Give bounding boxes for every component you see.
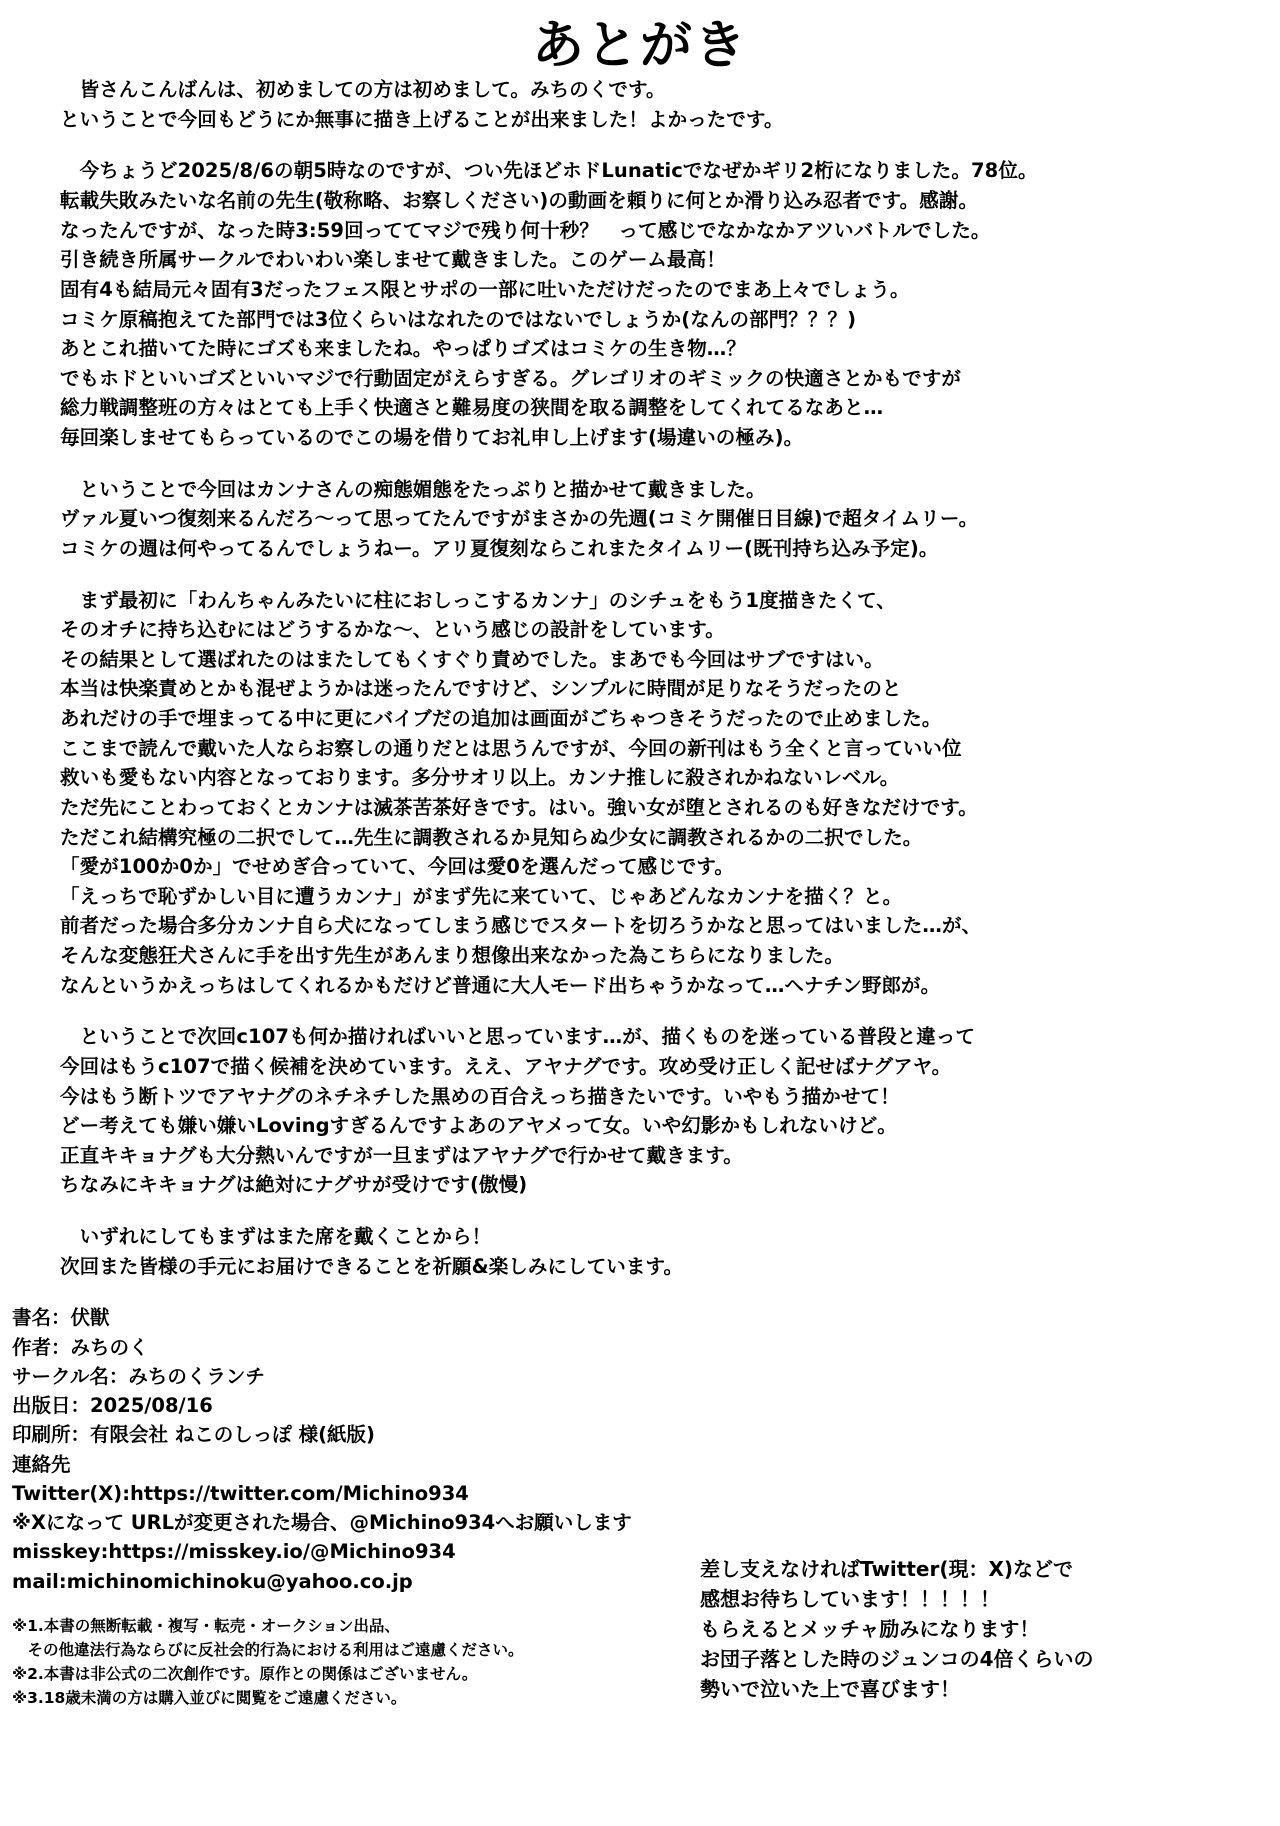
sidenote-line: お団子落とした時のジュンコの4倍くらいの <box>700 1646 1094 1671</box>
paragraph-game-talk <box>60 156 1220 452</box>
text-line: コミケ原稿抱えてた部門では3位くらいはなれたのではないでしょうか(なんの部門？？？) <box>60 307 857 331</box>
text-line: 転載失敗みたいな名前の先生(敬称略、お察しください)の動画を頼りに何とか滑り込み忍者です。感謝。 <box>60 189 979 213</box>
footnote-line: ※2.本書は非公式の二次創作です。原作との関係はございません。 <box>12 1664 478 1683</box>
text-line: ただ先にことわっておくとカンナは滅茶苦茶好きです。はい。強い女が堕とされるのも好きなだけです。 <box>60 795 978 819</box>
text-line: なったんですが、なった時3:59回っててマジで残り何十秒？ って感じでなかなかアツいバトルでした。 <box>60 218 991 242</box>
text-line: その結果として選ばれたのはまたしてもくすぐり責めでした。まあでも今回はサブですはい。 <box>60 647 884 671</box>
afterword-page <box>0 18 1280 1826</box>
sidenote-line: 勢いで泣いた上で喜びます！ <box>700 1676 960 1701</box>
paragraph-greeting <box>60 75 1220 134</box>
text-line: ということで今回もどうにか無事に描き上げることが出来ました！よかったです。 <box>60 107 784 131</box>
colophon-circle: サークル名：みちのくランチ <box>12 1364 265 1388</box>
colophon-contact-heading: 連絡先 <box>12 1452 71 1476</box>
sidenote-line: もらえるとメッチャ励みになります！ <box>700 1616 1040 1641</box>
text-line: 救いも愛もない内容となっております。多分サオリ以上。カンナ推しに殺されかねないレベル。 <box>60 766 900 790</box>
text-line: 「愛が100か0か」でせめぎ合っていて、今回は愛0を選んだって感じです。 <box>60 855 734 879</box>
footnote-line: ※3.18歳未満の方は購入並びに閲覧をご遠慮ください。 <box>12 1688 407 1707</box>
sidenote-block <box>700 1554 1240 1704</box>
colophon-printer: 印刷所：有限会社 ねこのしっぽ 様(紙版) <box>12 1423 375 1447</box>
text-line: いずれにしてもまずはまた席を戴くことから！ <box>60 1225 492 1249</box>
colophon-twitter-link[interactable]: Twitter(X):https://twitter.com/Michino934 <box>12 1481 469 1505</box>
sidenote-line: 差し支えなければTwitter(現：X)などで <box>700 1556 1074 1581</box>
text-line: コミケの週は何やってるんでしょうねー。アリ夏復刻ならこれまたタイムリー(既刊持ち込み予定)。 <box>60 536 939 560</box>
footnote-line: ※1.本書の無断転載・複写・転売・オークション出品、 <box>12 1616 400 1635</box>
colophon-publish-date: 出版日：2025/08/16 <box>12 1394 213 1418</box>
text-line: 今はもう断トツでアヤナグのネチネチした黒めの百合えっち描きたいです。いやもう描かせて！ <box>60 1084 900 1108</box>
text-line: どー考えても嫌い嫌いLovingすぎるんですよあのアヤメって女。いや幻影かもしれないけど。 <box>60 1114 897 1138</box>
text-line: 次回また皆様の手元にお届けできることを祈願&楽しみにしています。 <box>60 1254 684 1278</box>
text-line: ちなみにキキョナグは絶対にナグサが受けです(傲慢) <box>60 1173 528 1197</box>
text-line: あとこれ描いてた時にゴズも来ましたね。やっぱりゴズはコミケの生き物…？ <box>60 337 747 361</box>
text-line: ここまで読んで戴いた人ならお察しの通りだとは思うんですが、今回の新刊はもう全くと言っていい位 <box>60 736 962 760</box>
colophon-block <box>12 1303 1220 1596</box>
colophon-title: 書名：伏獣 <box>12 1306 110 1330</box>
colophon-twitter-note: ※Xになって URLが変更された場合、@Michino934へお願いします <box>12 1511 632 1535</box>
footnotes-block <box>12 1614 652 1710</box>
text-line: 今回はもうc107で描く候補を決めています。ええ、アヤナグです。攻め受け正しく記せばナグアヤ。 <box>60 1054 952 1078</box>
text-line: ということで今回はカンナさんの痴態媚態をたっぷりと描かせて戴きました。 <box>60 477 766 501</box>
text-line: 毎回楽しませてもらっているのでこの場を借りてお礼申し上げます(場違いの極み)。 <box>60 426 804 450</box>
afterword-body <box>60 75 1220 1281</box>
paragraph-production-talk <box>60 586 1220 1001</box>
text-line: 総力戦調整班の方々はとても上手く快適さと難易度の狭間を取る調整をしてくれてるなあと… <box>60 396 884 420</box>
text-line: ということで次回c107も何か描ければいいと思っています…が、描くものを迷っている普段と違って <box>60 1025 976 1049</box>
colophon-mail-link[interactable]: mail:michinomichinoku@yahoo.co.jp <box>12 1569 413 1593</box>
text-line: 前者だった場合多分カンナ自ら犬になってしまう感じでスタートを切ろうかなと思ってはいました…が、 <box>60 914 982 938</box>
text-line: 皆さんこんばんは、初めましての方は初めまして。みちのくです。 <box>60 78 666 102</box>
text-line: 「えっちで恥ずかしい目に遭うカンナ」がまず先に来ていて、じゃあどんなカンナを描く？と。 <box>60 884 903 908</box>
text-line: なんというかえっちはしてくれるかもだけど普通に大人モード出ちゃうかなって…ヘナチン野郎が。 <box>60 973 941 997</box>
colophon-misskey-link[interactable]: misskey:https://misskey.io/@Michino934 <box>12 1540 456 1564</box>
text-line: でもホドといいゴズといいマジで行動固定がえらすぎる。グレゴリオのギミックの快適さとかもですが <box>60 366 962 390</box>
text-line: 固有4も結局元々固有3だったフェス限とサポの一部に吐いただけだったのでまあ上々でしょう。 <box>60 277 910 301</box>
text-line: そのオチに持ち込むにはどうするかな～、という感じの設計をしています。 <box>60 618 725 642</box>
text-line: 今ちょうど2025/8/6の朝5時なのですが、つい先ほどホドLunaticでなぜかギリ2桁になりました。78位。 <box>60 159 1038 183</box>
paragraph-closing <box>60 1222 1220 1281</box>
text-line: そんな変態狂犬さんに手を出す先生があんまり想像出来なかった為こちらになりました。 <box>60 944 845 968</box>
text-line: 引き続き所属サークルでわいわい楽しませて戴きました。このゲーム最高！ <box>60 248 726 272</box>
sidenote-line: 感想お待ちしています！！！！！ <box>700 1586 1000 1611</box>
text-line: あれだけの手で埋まってる中に更にバイブだの追加は画面がごちゃつきそうだったので止めました。 <box>60 707 942 731</box>
footnote-line: その他違法行為ならびに反社会的行為における利用はご遠慮ください。 <box>12 1640 524 1659</box>
text-line: 本当は快楽責めとかも混ぜようかは迷ったんですけど、シンプルに時間が足りなそうだったのと <box>60 677 902 701</box>
text-line: 正直キキョナグも大分熱いんですが一旦まずはアヤナグで行かせて戴きます。 <box>60 1143 743 1167</box>
paragraph-kanna-talk <box>60 475 1220 564</box>
paragraph-next-work <box>60 1022 1220 1200</box>
page-title: あとがき <box>531 16 748 76</box>
text-line: まず最初に「わんちゃんみたいに柱におしっこするカンナ」のシチュをもう1度描きたくて、 <box>60 588 896 612</box>
text-line: ヴァル夏いつ復刻来るんだろ～って思ってたんですがまさかの先週(コミケ開催日目線)で超タイムリー。 <box>60 507 979 531</box>
text-line: ただこれ結構究極の二択でして…先生に調教されるか見知らぬ少女に調教されるかの二択でした。 <box>60 825 923 849</box>
colophon-author: 作者：みちのく <box>12 1335 149 1359</box>
